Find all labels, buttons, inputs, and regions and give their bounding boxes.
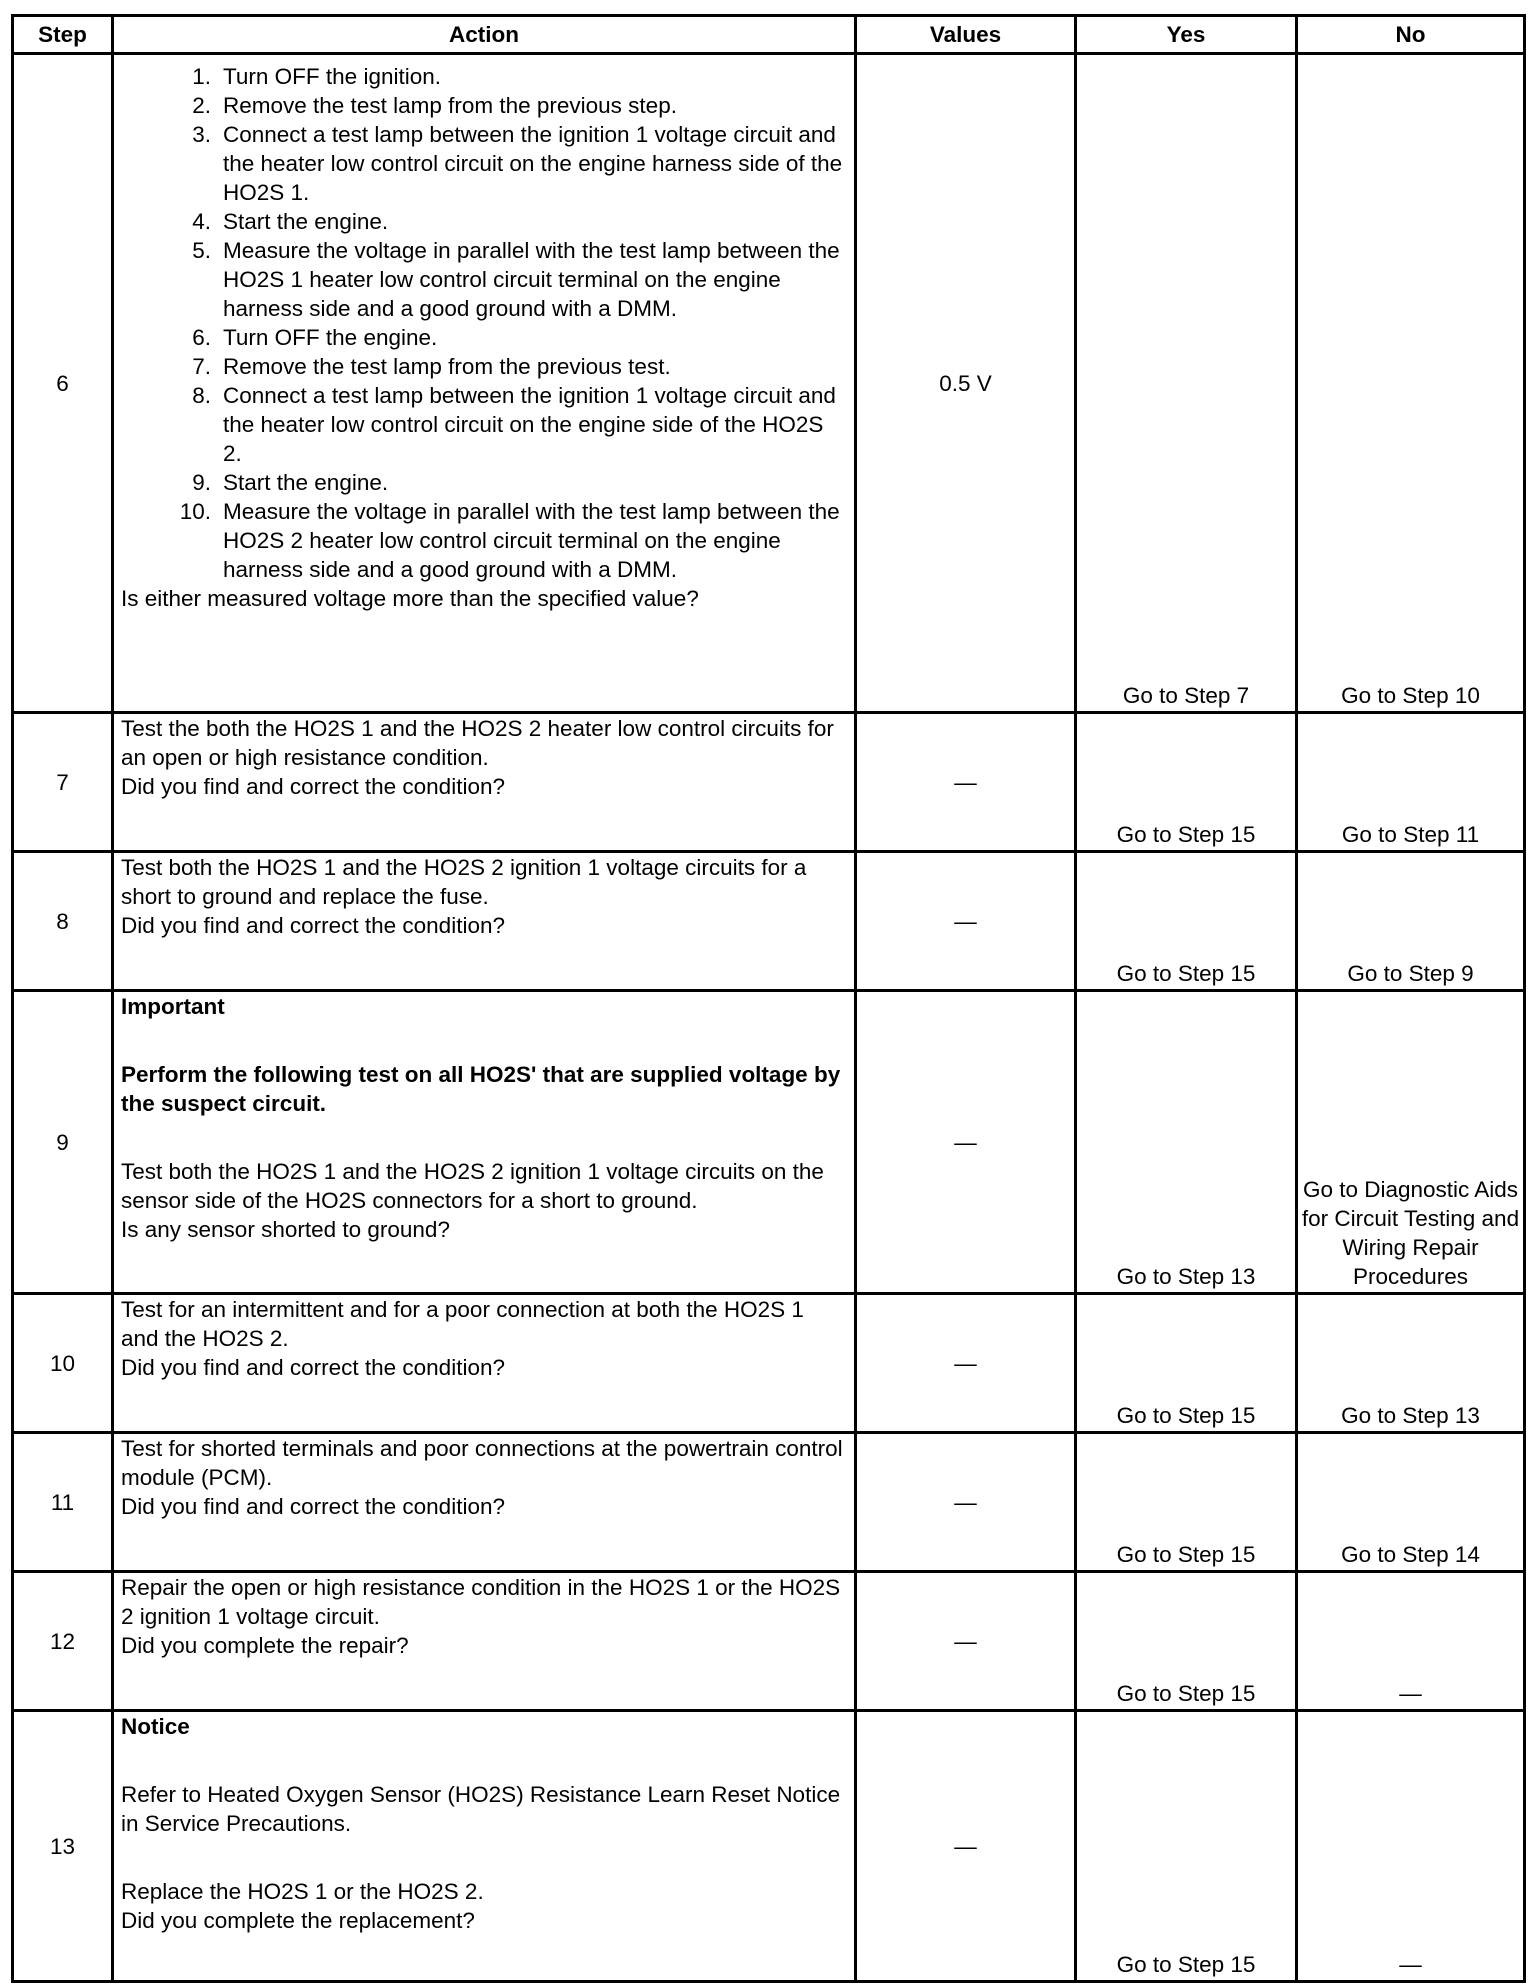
no-cell: Go to Step 9 (1297, 852, 1525, 991)
no-cell: — (1297, 1572, 1525, 1711)
yes-cell: Go to Step 15 (1076, 852, 1297, 991)
yes-cell: Go to Step 7 (1076, 54, 1297, 713)
action-question: Did you find and correct the condition? (121, 1494, 505, 1519)
step-number: 12 (13, 1572, 113, 1711)
value-cell: 0.5 V (856, 54, 1076, 713)
table-row (13, 1294, 1525, 1433)
action-question: Did you find and correct the condition? (121, 1355, 505, 1380)
action-text: Replace the HO2S 1 or the HO2S 2. (121, 1879, 484, 1904)
action-cell (113, 1711, 856, 1982)
action-question: Did you complete the repair? (121, 1633, 409, 1658)
table-row (13, 1433, 1525, 1572)
action-cell (113, 852, 856, 991)
action-text: Repair the open or high resistance condition in the HO2S 1 or the HO2S 2 ignition 1 voltage circuit. (121, 1575, 841, 1629)
yes-cell: Go to Step 15 (1076, 713, 1297, 852)
action-cell (113, 54, 856, 713)
value-cell: — (856, 1711, 1076, 1982)
important-note: Perform the following test on all HO2S' that are supplied voltage by the suspect circuit. (121, 1062, 841, 1116)
action-text: Test the both the HO2S 1 and the HO2S 2 heater low control circuits for an open or high resistance condition. (121, 716, 834, 770)
notice-heading: Notice (121, 1714, 190, 1739)
diagnostic-table (11, 14, 1526, 1983)
header-yes: Yes (1076, 16, 1297, 54)
action-cell (113, 713, 856, 852)
action-cell (113, 991, 856, 1294)
yes-cell: Go to Step 15 (1076, 1572, 1297, 1711)
value-cell: — (856, 713, 1076, 852)
list-item: 4. Start the engine. (192, 209, 389, 234)
value-cell: — (856, 1572, 1076, 1711)
table-row (13, 54, 1525, 713)
action-question: Is either measured voltage more than the specified value? (121, 586, 699, 611)
action-text: Test for an intermittent and for a poor connection at both the HO2S 1 and the HO2S 2. (121, 1297, 804, 1351)
table-row (13, 1572, 1525, 1711)
header-row (13, 16, 1525, 54)
yes-cell: Go to Step 15 (1076, 1294, 1297, 1433)
header-values: Values (856, 16, 1076, 54)
no-cell: Go to Diagnostic Aids for Circuit Testing and Wiring Repair Procedures (1297, 991, 1525, 1294)
header-step: Step (13, 16, 113, 54)
action-question: Did you find and correct the condition? (121, 913, 505, 938)
list-item: 8. Connect a test lamp between the ignition 1 voltage circuit and the heater low control circuit on the engine side of the HO2S 2. (192, 383, 836, 466)
yes-cell: Go to Step 15 (1076, 1711, 1297, 1982)
step-number: 10 (13, 1294, 113, 1433)
header-action: Action (113, 16, 856, 54)
list-item: 6. Turn OFF the engine. (192, 325, 438, 350)
value-cell: — (856, 1433, 1076, 1572)
header-no: No (1297, 16, 1525, 54)
important-heading: Important (121, 994, 225, 1019)
step-number: 6 (13, 54, 113, 713)
step-number: 13 (13, 1711, 113, 1982)
table-row (13, 852, 1525, 991)
no-cell: Go to Step 14 (1297, 1433, 1525, 1572)
action-text: Test for shorted terminals and poor connections at the powertrain control module (PCM). (121, 1436, 843, 1490)
list-item: 3. Connect a test lamp between the ignition 1 voltage circuit and the heater low control circuit on the engine harness side of the HO2S 1. (192, 122, 843, 205)
step-number: 9 (13, 991, 113, 1294)
no-cell: Go to Step 10 (1297, 54, 1525, 713)
value-cell: — (856, 991, 1076, 1294)
no-cell: Go to Step 13 (1297, 1294, 1525, 1433)
table-row (13, 991, 1525, 1294)
value-cell: — (856, 1294, 1076, 1433)
instruction-list (121, 62, 846, 584)
notice-text: Refer to Heated Oxygen Sensor (HO2S) Resistance Learn Reset Notice in Service Precautions. (121, 1782, 841, 1836)
list-item: 2. Remove the test lamp from the previous step. (192, 93, 677, 118)
action-question: Did you complete the replacement? (121, 1908, 475, 1933)
value-cell: — (856, 852, 1076, 991)
step-number: 8 (13, 852, 113, 991)
list-item: 7. Remove the test lamp from the previous test. (192, 354, 671, 379)
action-cell (113, 1572, 856, 1711)
action-cell (113, 1294, 856, 1433)
table-row (13, 1711, 1525, 1982)
action-question: Is any sensor shorted to ground? (121, 1217, 450, 1242)
action-question: Did you find and correct the condition? (121, 774, 505, 799)
no-cell: — (1297, 1711, 1525, 1982)
action-text: Test both the HO2S 1 and the HO2S 2 ignition 1 voltage circuits on the sensor side of the HO2S connectors for a short to ground. (121, 1159, 824, 1213)
no-cell: Go to Step 11 (1297, 713, 1525, 852)
action-cell (113, 1433, 856, 1572)
table-row (13, 713, 1525, 852)
step-number: 11 (13, 1433, 113, 1572)
action-text: Test both the HO2S 1 and the HO2S 2 ignition 1 voltage circuits for a short to ground and replace the fuse. (121, 855, 807, 909)
list-item: 10. Measure the voltage in parallel with the test lamp between the HO2S 2 heater low control circuit terminal on the engine harness side and a good ground with a DMM. (179, 499, 840, 582)
step-number: 7 (13, 713, 113, 852)
yes-cell: Go to Step 15 (1076, 1433, 1297, 1572)
list-item: 5. Measure the voltage in parallel with the test lamp between the HO2S 1 heater low control circuit terminal on the engine harness side and a good ground with a DMM. (192, 238, 840, 321)
yes-cell: Go to Step 13 (1076, 991, 1297, 1294)
list-item: 9. Start the engine. (192, 470, 389, 495)
list-item: 1. Turn OFF the ignition. (192, 64, 442, 89)
